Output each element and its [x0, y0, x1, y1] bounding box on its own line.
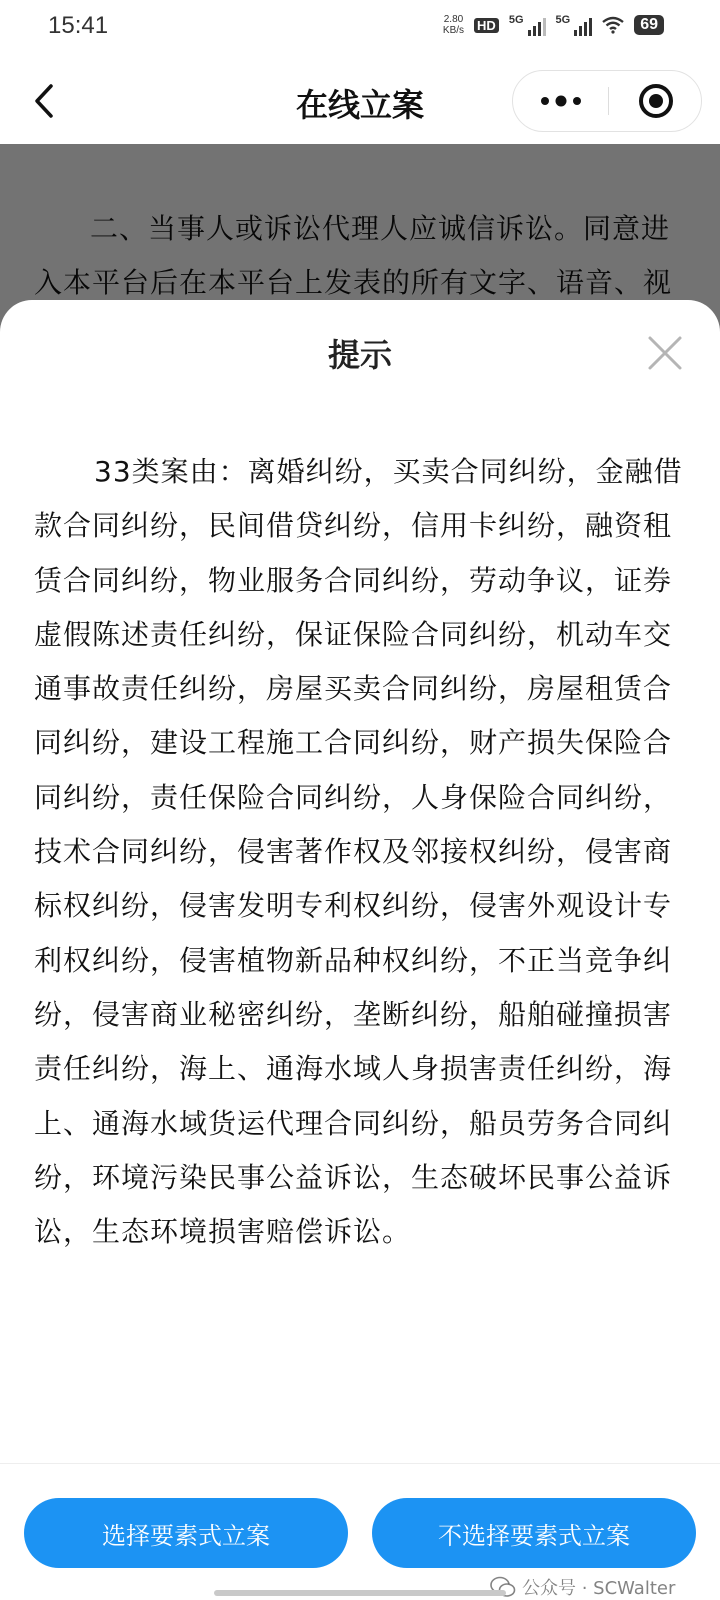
case-types-text: 33类案由：离婚纠纷，买卖合同纠纷，金融借款合同纠纷，民间借贷纠纷，信用卡纠纷，融资租赁合同纠纷，物业服务合同纠纷，劳动争议，证券虚假陈述责任纠纷，保证保险合同纠纷，机动车交通事故责任纠纷，房屋买卖合同纠纷，房屋租赁合同纠纷，建设工程施工合同纠纷，财产损失保险合同纠纷，责任保险合同纠纷，人身保险合同纠纷，技术合同纠纷，侵害著作权及邻接权纠纷，侵害商标权纠纷，侵害发明专利权纠纷，侵害外观设计专利权纠纷，侵害植物新品种权纠纷，不正当竞争纠纷，侵害商业秘密纠纷，垄断纠纷，船舶碰撞损害责任纠纷，海上、通海水域人身损害责任纠纷，海上、通海水域货运代理合同纠纷，船员劳务合同纠纷，环境污染民事公益诉讼，生态破坏民事公益诉讼，生态环境损害赔偿诉讼。: [34, 455, 683, 1249]
network-speed: [443, 14, 464, 36]
page-title: 在线立案: [295, 86, 424, 124]
modal-title: 提示: [327, 336, 392, 374]
prompt-modal: [0, 300, 720, 1600]
decline-element-filing-button[interactable]: 不选择要素式立案: [372, 1498, 696, 1568]
status-indicators: [443, 14, 664, 36]
status-time: 15:41: [48, 12, 109, 39]
more-button[interactable]: [513, 71, 608, 131]
signal-icon-2: 5G: [556, 14, 593, 36]
wifi-icon: [602, 16, 624, 34]
nav-bar: [0, 58, 720, 144]
home-indicator[interactable]: [214, 1590, 506, 1596]
network-speed-unit: KB/s: [442, 25, 465, 36]
more-dots-icon: [539, 94, 583, 108]
mini-program-capsule: [512, 70, 702, 132]
battery-icon: 69: [634, 15, 664, 35]
watermark: [490, 1574, 675, 1600]
target-circle-icon: [637, 82, 675, 120]
network-speed-value: 2.80: [443, 14, 464, 25]
close-x-icon[interactable]: [640, 328, 690, 378]
exit-mini-program-button[interactable]: [609, 71, 703, 131]
watermark-text: 公众号 · SCWalter: [522, 1578, 676, 1599]
select-element-filing-button[interactable]: 选择要素式立案: [24, 1498, 348, 1568]
footer-divider: [0, 1463, 720, 1464]
hd-icon: HD: [474, 18, 499, 33]
signal-icon-1: 5G: [509, 14, 546, 36]
status-bar: [0, 0, 720, 58]
